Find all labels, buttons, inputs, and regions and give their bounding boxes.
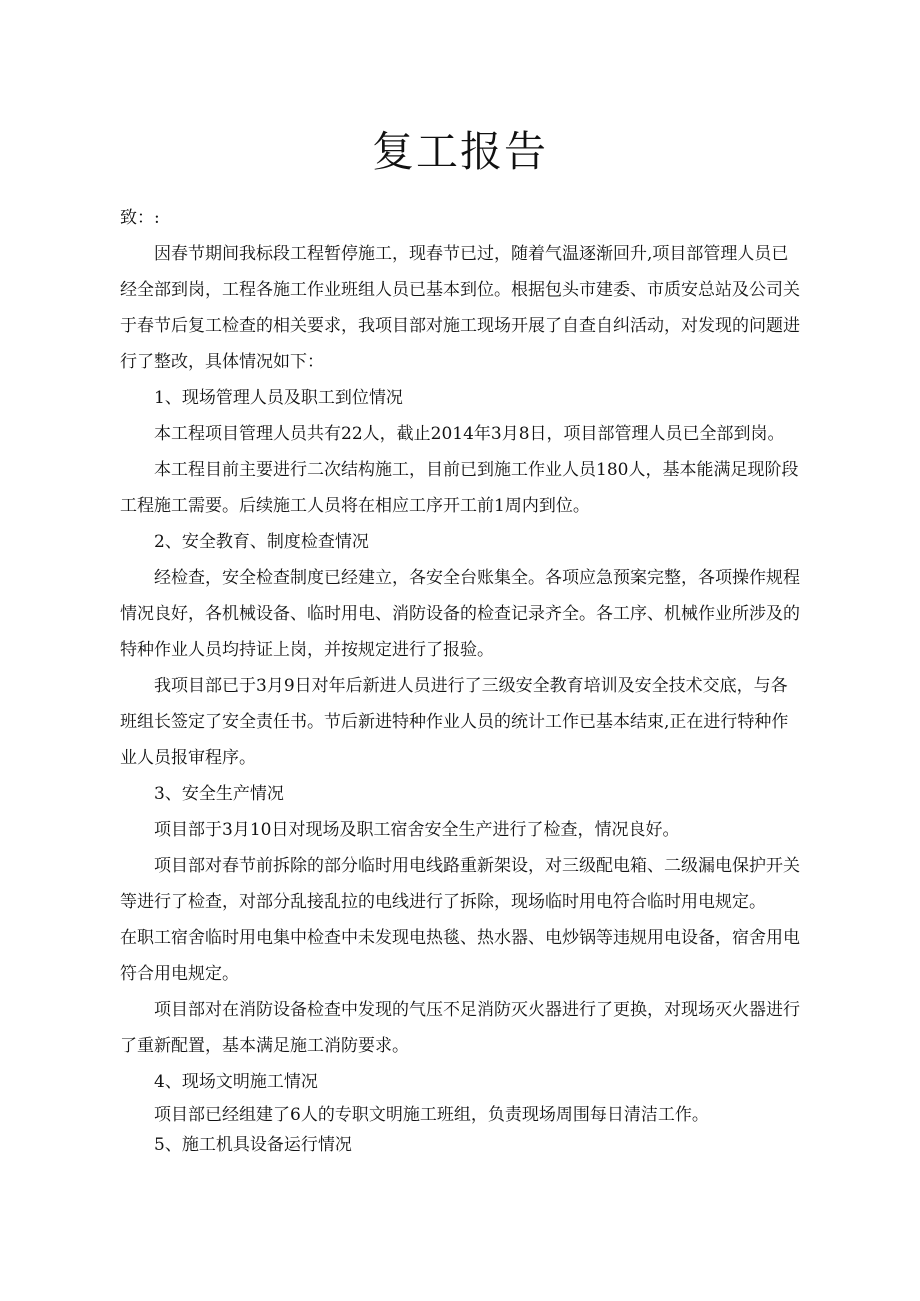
paragraph: 经检查，安全检查制度已经建立，各安全台账集全。各项应急预案完整，各项操作规程情况良好，各机械设备、临时用电、消防设备的检查记录齐全。各工序、机械作业所涉及的特种作业人员均持证上岗，并按规定进行了报验。 xyxy=(120,568,800,660)
section-heading-1: 1、现场管理人员及职工到位情况 xyxy=(154,388,403,408)
paragraph: 项目部已经组建了6人的专职文明施工班组，负责现场周围每日清洁工作。 xyxy=(154,1105,709,1125)
document-title: 复工报告 xyxy=(371,127,548,176)
paragraph: 项目部于3月10日对现场及职工宿舍安全生产进行了检查，情况良好。 xyxy=(154,820,680,840)
paragraph: 我项目部已于3月9日对年后新进人员进行了三级安全教育培训及安全技术交底，与各班组长签定了安全责任书。节后新进特种作业人员的统计工作已基本结束,正在进行特种作业人员报审程序。 xyxy=(120,676,789,768)
paragraph: 项目部对在消防设备检查中发现的气压不足消防灭火器进行了更换，对现场灭火器进行了重新配置，基本满足施工消防要求。 xyxy=(120,1000,800,1056)
section-heading-2: 2、安全教育、制度检查情况 xyxy=(154,532,369,552)
section-heading-5: 5、施工机具设备运行情况 xyxy=(154,1135,352,1155)
document-body xyxy=(120,200,800,1160)
paragraph: 本工程项目管理人员共有22人，截止2014年3月8日，项目部管理人员已全部到岗。 xyxy=(154,424,785,444)
section-heading-3: 3、安全生产情况 xyxy=(154,784,284,804)
paragraph: 本工程目前主要进行二次结构施工，目前已到施工作业人员180人，基本能满足现阶段工程施工需要。后续施工人员将在相应工序开工前1周内到位。 xyxy=(120,460,799,516)
salutation: 致：: xyxy=(120,208,160,228)
paragraph: 在职工宿舍临时用电集中检查中未发现电热毯、热水器、电炒锅等违规用电设备，宿舍用电符合用电规定。 xyxy=(120,928,800,984)
section-heading-4: 4、现场文明施工情况 xyxy=(154,1072,318,1092)
intro-paragraph: 因春节期间我标段工程暂停施工，现春节已过，随着气温逐渐回升,项目部管理人员已经全部到岗，工程各施工作业班组人员已基本到位。根据包头市建委、市质安总站及公司关于春节后复工检查的相关要求，我项目部对施工现场开展了自查自纠活动，对发现的问题进行了整改，具体情况如下： xyxy=(120,244,800,372)
paragraph: 项目部对春节前拆除的部分临时用电线路重新架设，对三级配电箱、二级漏电保护开关等进行了检查，对部分乱接乱拉的电线进行了拆除，现场临时用电符合临时用电规定。 xyxy=(120,856,800,912)
